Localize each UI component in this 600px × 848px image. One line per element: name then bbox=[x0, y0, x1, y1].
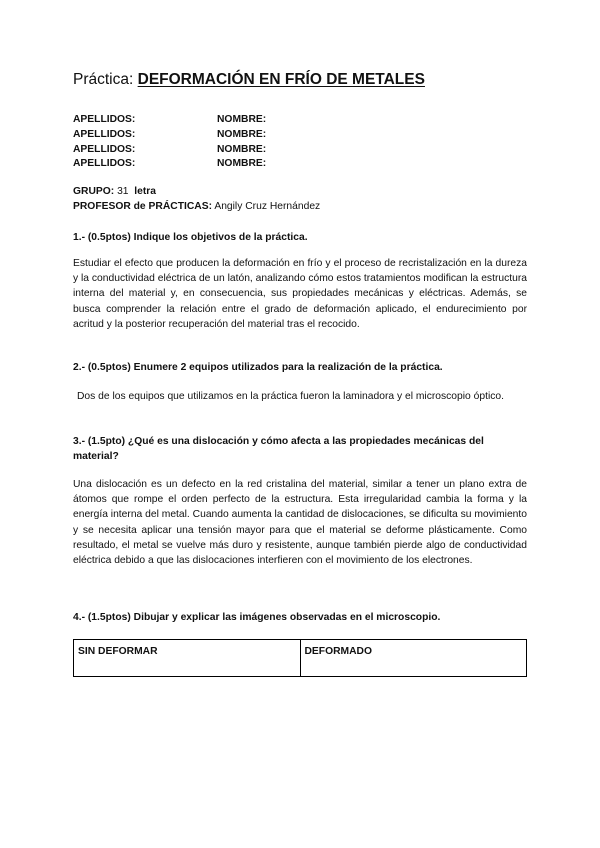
title-main: DEFORMACIÓN EN FRÍO DE METALES bbox=[137, 71, 425, 88]
answer-1: Estudiar el efecto que producen la deformación en frío y el proceso de recristalización en la dureza y la conductividad eléctrica de un latón, analizando cómo estos tratamientos modifican la estructura interna del material y, en consecuencia, sus propiedades mecánicas y eléctricas. Además, se busca comprender la relación entre el grado de deformación aplicado, el endurecimiento por acritud y la posterior recuperación del material tras el recocido. bbox=[73, 258, 527, 330]
professor-line bbox=[73, 200, 320, 215]
question-1: 1.- (0.5ptos) Indique los objetivos de la práctica. bbox=[73, 232, 308, 243]
surname-label: APELLIDOS: bbox=[73, 143, 136, 155]
name-label: NOMBRE: bbox=[217, 128, 267, 140]
document-title bbox=[73, 71, 425, 89]
question-4: 4.- (1.5ptos) Dibujar y explicar las imágenes observadas en el microscopio. bbox=[73, 612, 441, 623]
name-label: NOMBRE: bbox=[217, 114, 267, 125]
surname-label: APELLIDOS: bbox=[73, 128, 136, 140]
member-row bbox=[73, 113, 267, 128]
answer-2: Dos de los equipos que utilizamos en la práctica fueron la laminadora y el microscopio óptico. bbox=[77, 391, 504, 402]
member-row bbox=[73, 143, 267, 158]
member-row bbox=[73, 157, 267, 172]
group-line bbox=[73, 185, 320, 200]
group-info bbox=[73, 185, 320, 215]
name-label: NOMBRE: bbox=[217, 158, 267, 170]
member-row bbox=[73, 128, 267, 143]
name-label: NOMBRE: bbox=[217, 143, 267, 155]
members-block bbox=[73, 113, 267, 172]
group-value: 31 bbox=[117, 186, 129, 197]
table-header-deformed: DEFORMADO bbox=[300, 640, 527, 677]
professor-label: PROFESOR de PRÁCTICAS: bbox=[73, 200, 213, 212]
question-2: 2.- (0.5ptos) Enumere 2 equipos utilizados para la realización de la práctica. bbox=[73, 362, 443, 373]
surname-label: APELLIDOS: bbox=[73, 158, 136, 170]
group-label: GRUPO: bbox=[73, 186, 115, 197]
table-header-undeformed: SIN DEFORMAR bbox=[74, 640, 301, 677]
professor-value: Angily Cruz Hernández bbox=[214, 200, 321, 212]
surname-label: APELLIDOS: bbox=[73, 114, 136, 125]
letter-label: letra bbox=[134, 186, 157, 197]
microscope-table bbox=[73, 639, 527, 677]
answer-3: Una dislocación es un defecto en la red cristalina del material, similar a tener un plano extra de átomos que rompe el orden perfecto de la estructura. Esta irregularidad cambia la forma y la energía interna del metal. Cuando aumenta la cantidad de dislocaciones, se dificulta su movimiento y se necesita aplicar una tensión mayor para que el material se deforme plásticamente. Como resultado, el metal se vuelve más duro y resistente, aunque también pierde algo de conductividad eléctrica debido a que las dislocaciones interfieren con el movimiento de los electrones. bbox=[73, 479, 527, 567]
question-3: 3.- (1.5pto) ¿Qué es una dislocación y cómo afecta a las propiedades mecánicas del material? bbox=[73, 436, 484, 462]
table-header-row bbox=[74, 640, 527, 677]
title-prefix: Práctica: bbox=[73, 71, 134, 88]
